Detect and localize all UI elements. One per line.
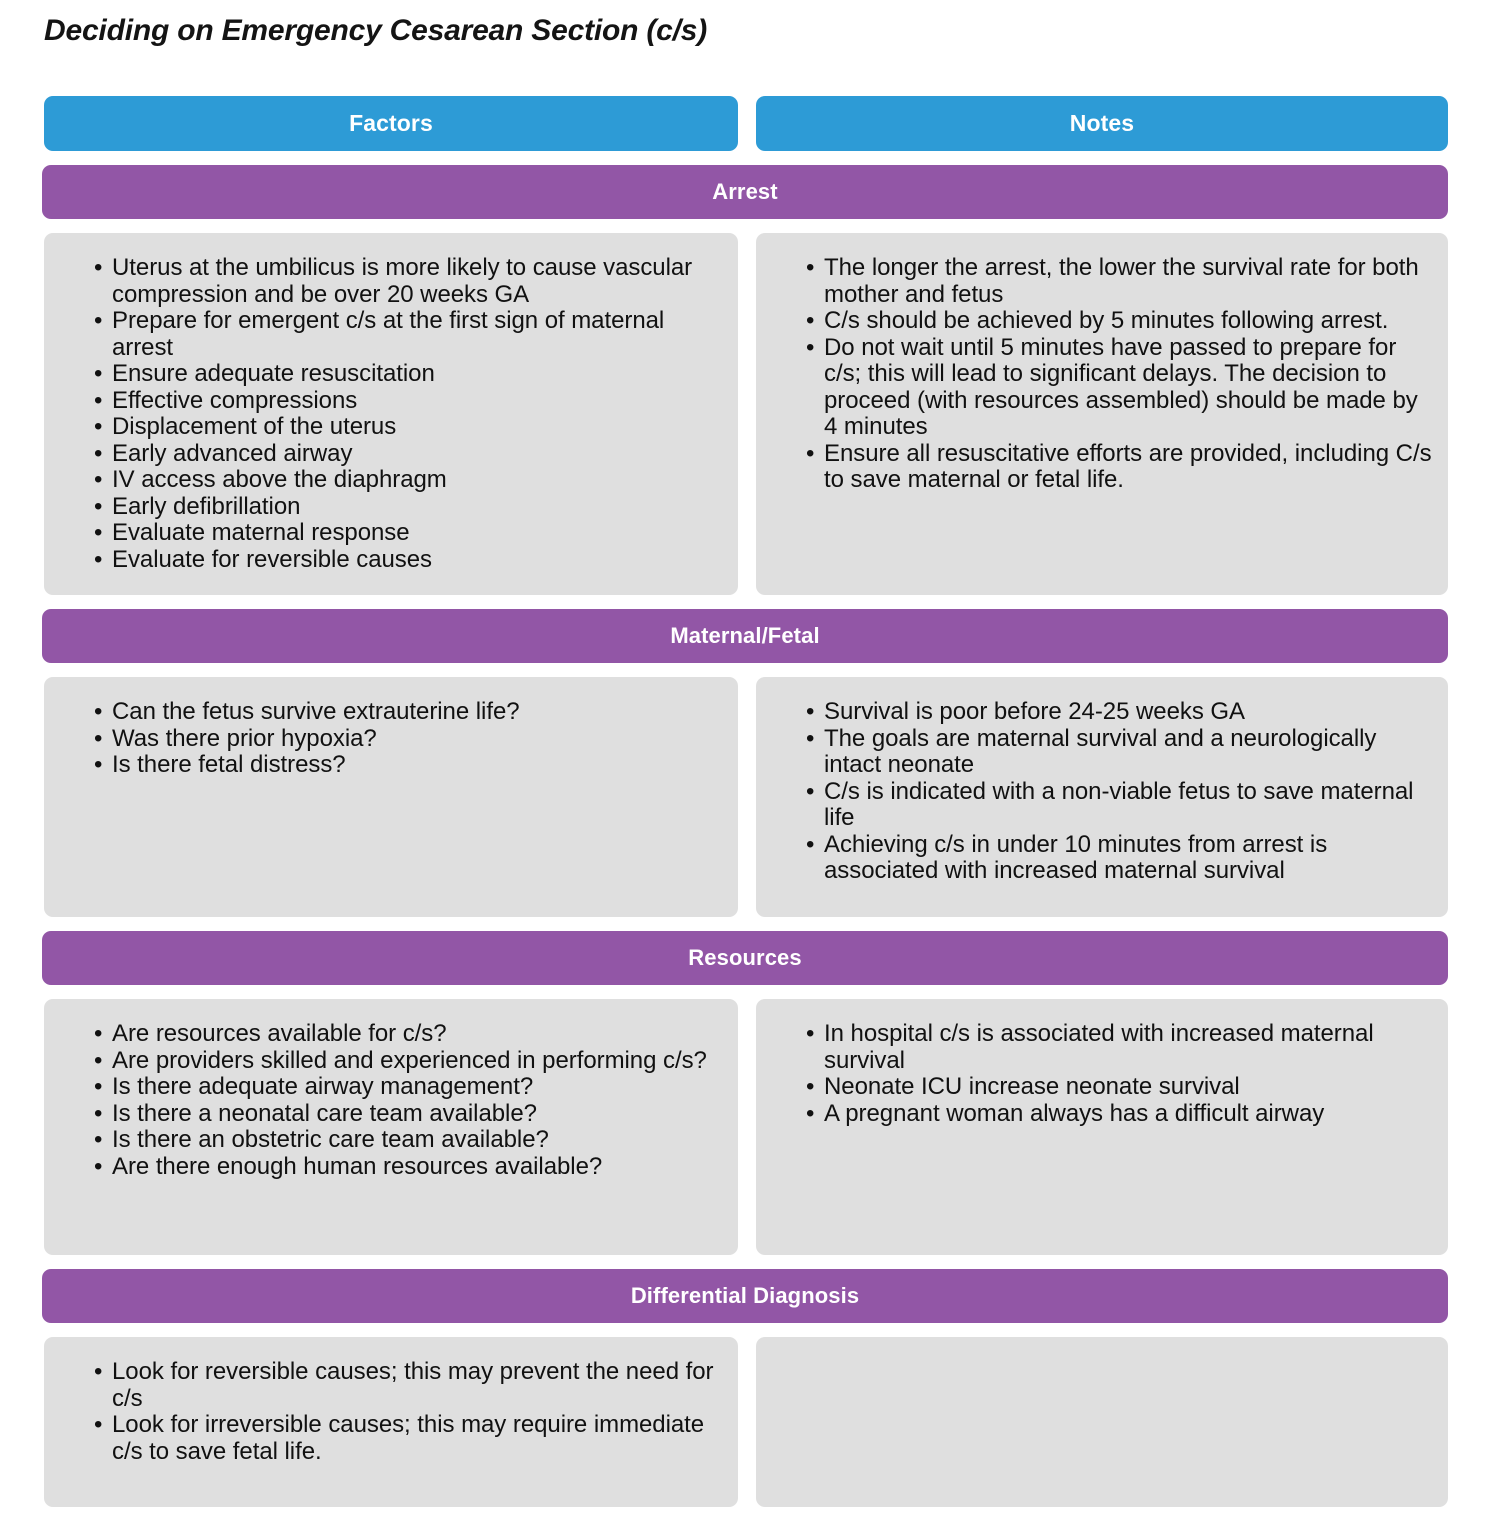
content-row-differential-diagnosis (0, 1337, 1488, 1507)
bullet-list (56, 255, 722, 573)
bullet-list (768, 699, 1432, 885)
list-item: • Are resources available for c/s? (94, 1021, 722, 1048)
list-item: • Are providers skilled and experienced in performing c/s? (94, 1048, 722, 1075)
bullet-list (768, 255, 1432, 494)
list-item: • The goals are maternal survival and a neurologically intact neonate (806, 726, 1432, 779)
list-item: • C/s is indicated with a non-viable fetus to save maternal life (806, 779, 1432, 832)
list-item: • Can the fetus survive extrauterine life? (94, 699, 722, 726)
list-item: • Is there an obstetric care team available? (94, 1127, 722, 1154)
panel-resources-factors (44, 999, 738, 1255)
list-item: • Survival is poor before 24-25 weeks GA (806, 699, 1432, 726)
list-item: • Effective compressions (94, 388, 722, 415)
section-band-differential-diagnosis: Differential Diagnosis (42, 1269, 1448, 1323)
section-band-resources: Resources (42, 931, 1448, 985)
list-item: • Was there prior hypoxia? (94, 726, 722, 753)
page-title: Deciding on Emergency Cesarean Section (c/s) (44, 14, 708, 47)
list-item: • Neonate ICU increase neonate survival (806, 1074, 1432, 1101)
list-item: • Look for reversible causes; this may prevent the need for c/s (94, 1359, 722, 1412)
panel-maternal-fetal-factors (44, 677, 738, 917)
list-item: • Displacement of the uterus (94, 414, 722, 441)
list-item: • Uterus at the umbilicus is more likely to cause vascular compression and be over 20 weeks GA (94, 255, 722, 308)
column-header-notes: Notes (756, 96, 1448, 151)
list-item: • Is there adequate airway management? (94, 1074, 722, 1101)
panel-differential-diagnosis-notes (756, 1337, 1448, 1507)
section-band-arrest: Arrest (42, 165, 1448, 219)
panel-differential-diagnosis-factors (44, 1337, 738, 1507)
list-item: • IV access above the diaphragm (94, 467, 722, 494)
bullet-list (56, 699, 722, 779)
content-row-maternal-fetal (0, 677, 1488, 917)
bullet-list (768, 1021, 1432, 1127)
list-item: • A pregnant woman always has a difficult airway (806, 1101, 1432, 1128)
list-item: • Look for irreversible causes; this may require immediate c/s to save fetal life. (94, 1412, 722, 1465)
bullet-list (56, 1359, 722, 1465)
panel-arrest-factors (44, 233, 738, 595)
column-header-row (0, 96, 1488, 151)
list-item: • C/s should be achieved by 5 minutes following arrest. (806, 308, 1432, 335)
list-item: • Early defibrillation (94, 494, 722, 521)
list-item: • Evaluate for reversible causes (94, 547, 722, 574)
list-item: • In hospital c/s is associated with increased maternal survival (806, 1021, 1432, 1074)
list-item: • The longer the arrest, the lower the survival rate for both mother and fetus (806, 255, 1432, 308)
panel-arrest-notes (756, 233, 1448, 595)
content-row-arrest (0, 233, 1488, 595)
content-row-resources (0, 999, 1488, 1255)
factors-notes-table (0, 96, 1488, 1521)
section-band-maternal-fetal: Maternal/Fetal (42, 609, 1448, 663)
list-item: • Is there fetal distress? (94, 752, 722, 779)
list-item: • Evaluate maternal response (94, 520, 722, 547)
panel-maternal-fetal-notes (756, 677, 1448, 917)
list-item: • Early advanced airway (94, 441, 722, 468)
list-item: • Prepare for emergent c/s at the first sign of maternal arrest (94, 308, 722, 361)
list-item: • Do not wait until 5 minutes have passed to prepare for c/s; this will lead to significant delays. The decision to proceed (with resources assembled) should be made by 4 minutes (806, 335, 1432, 441)
list-item: • Is there a neonatal care team available? (94, 1101, 722, 1128)
list-item: • Ensure all resuscitative efforts are provided, including C/s to save maternal or fetal life. (806, 441, 1432, 494)
list-item: • Ensure adequate resuscitation (94, 361, 722, 388)
list-item: • Are there enough human resources available? (94, 1154, 722, 1181)
panel-resources-notes (756, 999, 1448, 1255)
column-header-factors: Factors (44, 96, 738, 151)
list-item: • Achieving c/s in under 10 minutes from arrest is associated with increased maternal survival (806, 832, 1432, 885)
bullet-list (56, 1021, 722, 1180)
